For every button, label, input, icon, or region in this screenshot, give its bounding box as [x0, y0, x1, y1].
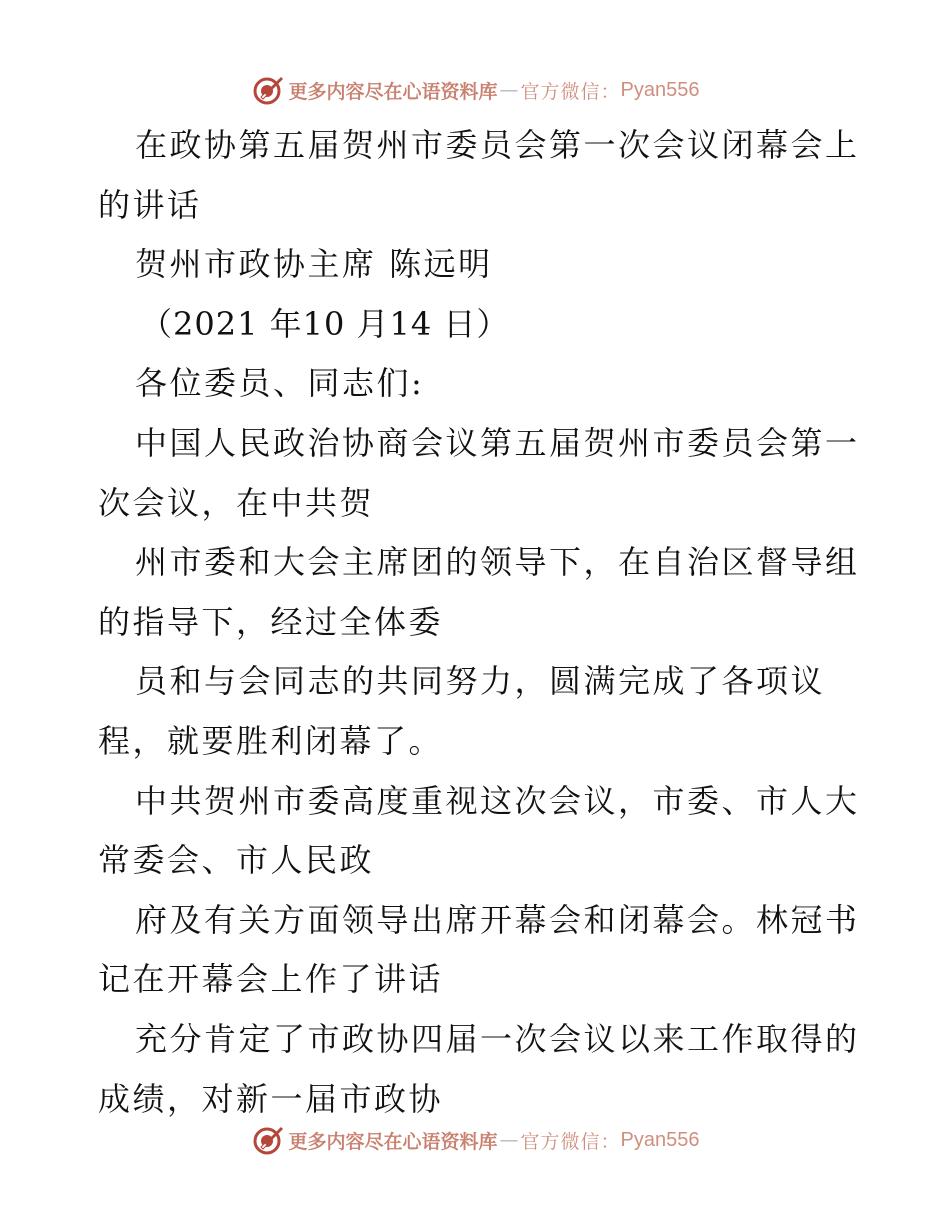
body-line: 员和与会同志的共同努力，圆满完成了各项议 — [135, 662, 826, 701]
body-line: 府及有关方面领导出席开幕会和闭幕会。林冠书 — [135, 900, 860, 939]
watermark-brand: 更多内容尽在心语资料库 — [288, 80, 498, 103]
watermark-separator: — — [499, 79, 519, 101]
body-line: 记在开幕会上作了讲话 — [98, 960, 444, 999]
body-line: 成绩，对新一届市政协 — [98, 1079, 444, 1118]
title-line-2: 的讲话 — [98, 185, 202, 224]
pen-logo-icon — [251, 1123, 285, 1157]
title-line-1: 在政协第五届贺州市委员会第一次会议闭幕会上 — [135, 126, 860, 164]
body-line: 充分肯定了市政协四届一次会议以来工作取得的 — [135, 1019, 860, 1058]
body-line: 次会议，在中共贺 — [98, 483, 375, 522]
header-watermark — [0, 70, 950, 110]
footer-watermark — [0, 1120, 950, 1160]
watermark-id: Pyan556 — [620, 1128, 700, 1151]
body-line: 中国人民政治协商会议第五届贺州市委员会第一 — [135, 423, 860, 462]
body-line: 州市委和大会主席团的领导下，在自治区督导组 — [135, 543, 860, 582]
watermark-id: Pyan556 — [620, 78, 700, 101]
watermark-label: 官方微信： — [520, 80, 621, 103]
date-line: （2021 年10 月14 日） — [140, 304, 510, 343]
watermark-label: 官方微信： — [520, 1130, 621, 1153]
body-line: 程，就要胜利闭幕了。 — [98, 721, 444, 760]
document-body — [98, 116, 858, 1129]
body-line: 中共贺州市委高度重视这次会议，市委、市人大 — [135, 781, 860, 820]
author-line: 贺州市政协主席 陈远明 — [135, 245, 493, 284]
watermark-separator: — — [499, 1129, 519, 1151]
body-line: 常委会、市人民政 — [98, 841, 375, 880]
salutation: 各位委员、同志们: — [135, 364, 425, 403]
watermark-brand: 更多内容尽在心语资料库 — [288, 1130, 498, 1153]
pen-logo-icon — [251, 73, 285, 107]
body-line: 的指导下，经过全体委 — [98, 602, 444, 641]
